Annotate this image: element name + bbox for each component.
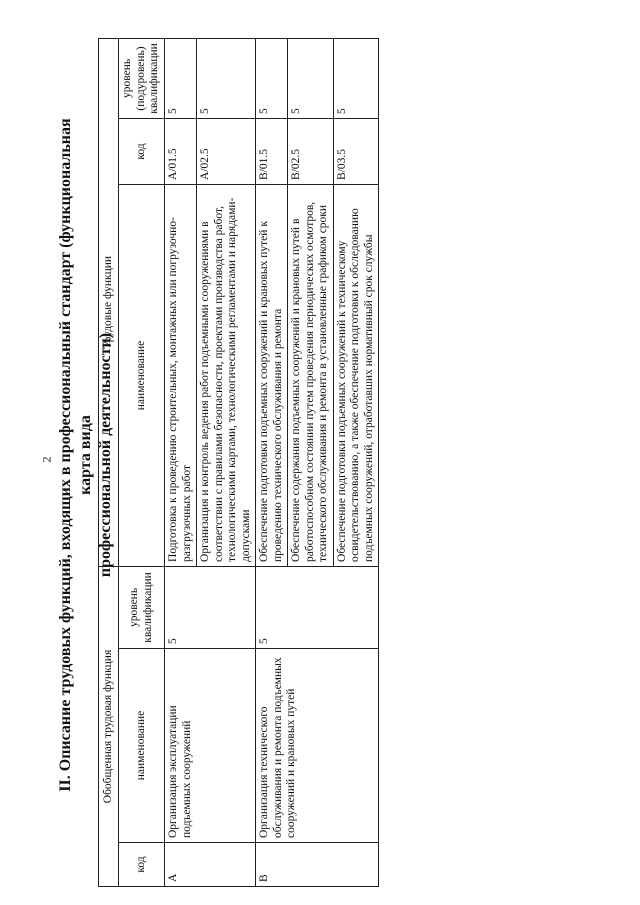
- table-row: [165, 38, 197, 886]
- header-row-groups: [99, 38, 119, 886]
- functional-map-table: [98, 38, 379, 887]
- header-name: наименование: [119, 649, 165, 843]
- header-sublevel: уровень (подуровень) квалификации: [119, 38, 165, 118]
- header-labor-code: код: [119, 118, 165, 184]
- table-row: [256, 38, 288, 886]
- header-row-columns: [119, 38, 165, 886]
- header-level: уровень квалификации: [119, 566, 165, 648]
- function-level: 5: [288, 38, 334, 118]
- section-title: II. Описание трудовых функций, входящих в профессиональный стандарт (функциональная карта вида профессиональной деятельности): [57, 118, 114, 792]
- function-level: 5: [333, 38, 379, 118]
- function-name: Организация и контроль ведения работ подъемными сооружениями в соответствии с правилами безопасности, проектами производства работ, технологическими картами, технологическими регламентами и нарядами-допусками: [197, 184, 256, 566]
- header-labor-functions: Трудовые функции: [99, 38, 119, 566]
- function-level: 5: [256, 38, 288, 118]
- page-number: 2: [39, 456, 54, 463]
- function-level: 5: [165, 38, 197, 118]
- function-code: B/01.5: [256, 118, 288, 184]
- generalized-code: B: [256, 843, 379, 887]
- generalized-level: 5: [256, 566, 379, 648]
- generalized-level: 5: [165, 566, 256, 648]
- function-name: Обеспечение содержания подъемных сооружений и крановых путей в работоспособном состоянии путем проведения периодических осмотров, технического обслуживания и ремонта в установленные графиком сроки: [288, 184, 334, 566]
- header-labor-name: наименование: [119, 184, 165, 566]
- function-code: A/01.5: [165, 118, 197, 184]
- function-name: Обеспечение подготовки подъемных сооружений к техническому освидетельствованию, а также обеспечение подготовки к обследованию подъемных сооружений, отработавших нормативный срок службы: [333, 184, 379, 566]
- generalized-code: A: [165, 843, 256, 887]
- generalized-name: Организация технического обслуживания и ремонта подъемных сооружений и крановых путей: [256, 649, 379, 843]
- function-level: 5: [197, 38, 256, 118]
- header-code: код: [119, 843, 165, 887]
- function-code: B/03.5: [333, 118, 379, 184]
- generalized-name: Организация эксплуатации подъемных сооружений: [165, 649, 256, 843]
- function-name: Обеспечение подготовки подъемных сооружений и крановых путей к проведению технического обслуживания и ремонта: [256, 184, 288, 566]
- function-code: A/02.5: [197, 118, 256, 184]
- function-code: B/02.5: [288, 118, 334, 184]
- function-name: Подготовка к проведению строительных, монтажных или погрузочно-разгрузочных работ: [165, 184, 197, 566]
- header-generalized: Обобщенная трудовая функция: [99, 566, 119, 886]
